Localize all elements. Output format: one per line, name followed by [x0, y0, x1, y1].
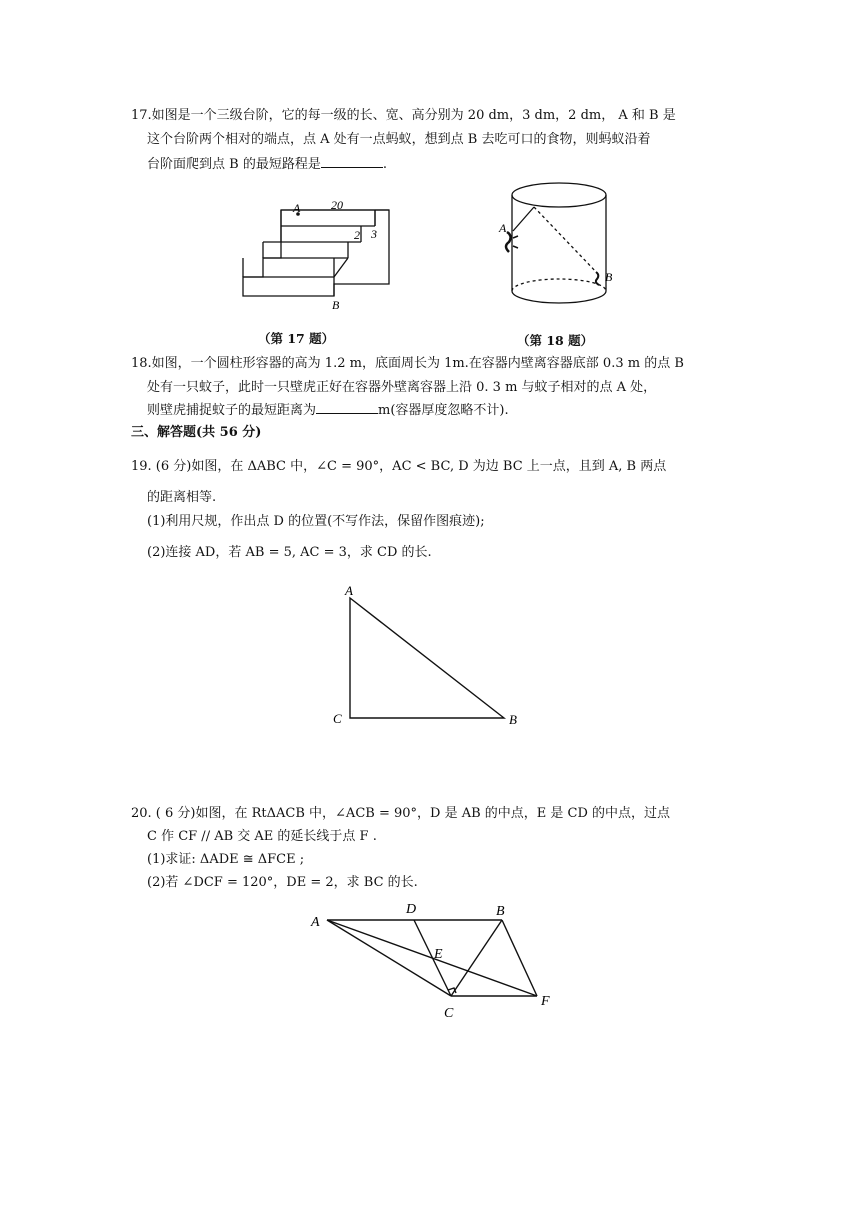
q17-line-1: 17.如图是一个三级台阶，它的每一级的长、宽、高分别为 20 dm，3 dm，2 dm， A 和 B 是 — [131, 108, 676, 123]
q17-line-2: 这个台阶两个相对的端点，点 A 处有一点蚂蚁，想到点 B 去吃可口的食物，则蚂蚁沿着 — [147, 132, 651, 147]
q19-line-1: 19. (6 分)如图，在 ΔABC 中，∠C = 90°，AC < BC, D 为边 BC 上一点，且到 A, B 两点 — [131, 459, 667, 474]
q18-line-1: 18.如图，一个圆柱形容器的高为 1.2 m，底面周长为 1m.在容器内壁离容器底部 0.3 m 的点 B — [131, 356, 684, 371]
fig20-label-c: C — [444, 1006, 454, 1021]
q18-line-2: 处有一只蚊子，此时一只壁虎正好在容器外壁离容器上沿 0. 3 m 与蚊子相对的点 A 处， — [147, 380, 657, 395]
fig20-label-d: D — [406, 902, 417, 917]
q19-part-2: (2)连接 AD，若 AB = 5, AC = 3，求 CD 的长. — [147, 545, 432, 560]
q20-part-2: (2)若 ∠DCF = 120°，DE = 2，求 BC 的长. — [147, 875, 418, 890]
q18-line-3 — [147, 401, 509, 420]
q20-part-1: (1)求证: ΔADE ≅ ΔFCE ; — [147, 852, 305, 867]
q17-caption: （第 17 题） — [258, 331, 335, 346]
segment-cb — [451, 920, 502, 996]
fig20-label-b: B — [496, 904, 505, 919]
figure-18-cylinder — [495, 176, 625, 326]
fig17-dim-2: 2 — [354, 228, 360, 242]
q18-answer-blank — [316, 401, 378, 414]
fig18-label-a: A — [499, 221, 507, 235]
cylinder-top-rim — [512, 183, 606, 207]
q18-line-3-text: 则壁虎捕捉蚊子的最短距离为 — [147, 403, 317, 418]
fig19-label-c: C — [333, 711, 342, 726]
figure-19-triangle — [328, 580, 528, 730]
q17-line-3-end: . — [382, 157, 387, 172]
q20-line-1: 20. ( 6 分)如图，在 RtΔACB 中，∠ACB = 90°，D 是 AB 的中点，E 是 CD 的中点，过点 — [131, 806, 671, 821]
q17-line-3-text: 台阶面爬到点 B 的最短路程是 — [147, 157, 321, 172]
path-a-to-rim — [513, 207, 534, 231]
fig17-label-a: A — [293, 201, 301, 215]
figure-17-staircase — [235, 196, 395, 314]
section-title: 三、解答题(共 56 分) — [131, 425, 262, 440]
gecko-icon — [506, 232, 511, 252]
q17-answer-blank — [321, 155, 383, 168]
fig18-label-b: B — [605, 270, 613, 284]
fig17-dim-3: 3 — [371, 227, 377, 241]
fig20-label-a: A — [311, 915, 320, 930]
triangle-abc — [350, 598, 504, 718]
cylinder-bottom-front — [512, 291, 606, 303]
q19-line-2: 的距离相等. — [147, 490, 217, 505]
fig20-label-f: F — [541, 994, 550, 1009]
mosquito-icon — [596, 272, 599, 285]
fig17-dim-20: 20 — [331, 198, 343, 212]
q19-part-1: (1)利用尺规，作出点 D 的位置(不写作法，保留作图痕迹); — [147, 514, 485, 529]
fig19-label-a: A — [345, 583, 353, 598]
q18-caption: （第 18 题） — [517, 333, 594, 348]
staircase-outline — [243, 210, 389, 296]
path-rim-to-b — [534, 207, 599, 275]
fig17-label-b: B — [332, 298, 340, 312]
fig20-label-e: E — [434, 947, 443, 962]
q20-line-2: C 作 CF // AB 交 AE 的延长线于点 F . — [147, 829, 377, 844]
q17-line-3 — [147, 155, 387, 174]
figure-20-quadrilateral — [305, 896, 565, 1026]
q18-line-3-end: m(容器厚度忽略不计). — [378, 403, 509, 418]
fig19-label-b: B — [509, 712, 517, 727]
cylinder-bottom-back — [512, 279, 606, 291]
